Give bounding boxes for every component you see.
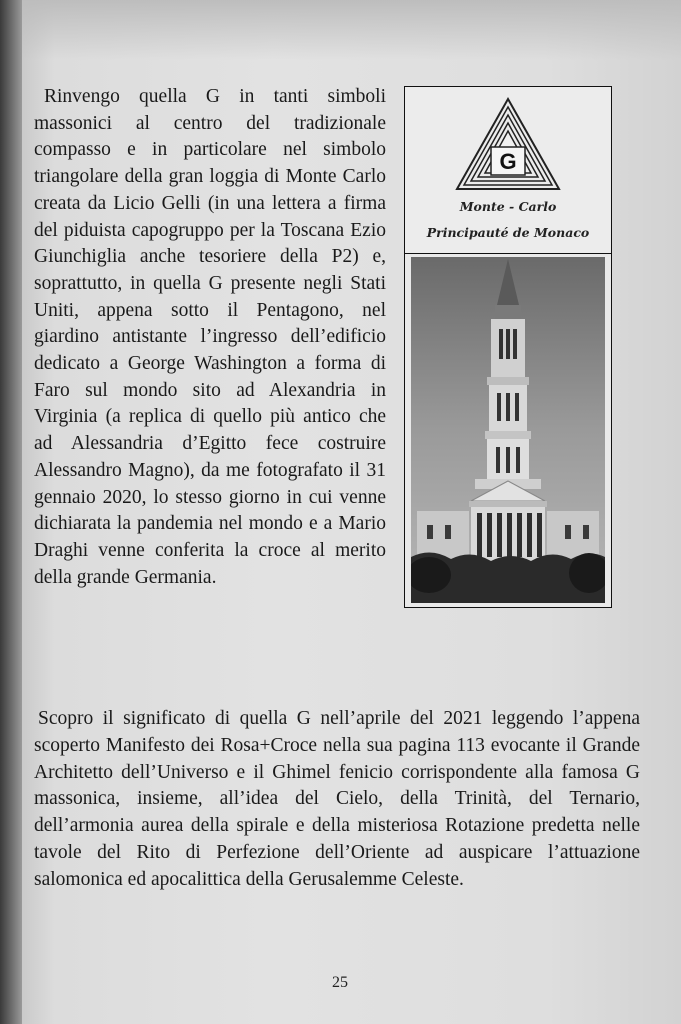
- illustration-figure: [404, 86, 612, 608]
- text-block-2: [34, 706, 640, 894]
- triangle-g-emblem-icon: [453, 95, 563, 193]
- logo-letter: G: [499, 149, 517, 174]
- logo-caption-line-2: Principauté de Monaco: [426, 225, 590, 240]
- monte-carlo-lodge-logo: [405, 87, 611, 254]
- text-column: [34, 84, 386, 591]
- paragraph-2: Scopro il significato di quella G nell’aprile del 2021 leggendo l’appena scoperto Manifesto dei Rosa+Croce nella sua pagina 113 evocante il Grande Architetto dell’Universo e il Ghimel fenicio corrispondente alla famosa G massonica, insieme, all’idea del Cielo, della Trinità, del Ternario, dell’armonia aurea della spirale e della misteriosa Rotazione predetta nelle tavole del Rito di Perfezione dell’Oriente ad auspicare l’attuazione salomonica ed apocalittica della Gerusalemme Celeste.: [34, 708, 640, 890]
- memorial-tower-photo: [411, 257, 605, 603]
- paragraph-1: Rinvengo quella G in tanti simboli massonici al centro del tradizionale compasso e in particolare nel simbolo triangolare della gran loggia di Monte Carlo creata da Licio Gelli (in una lettera a firma del piduista capogruppo per la Toscana Ezio Giunchiglia anche tesoriere della P2) e, soprattutto, in quella G presente negli Stati Uniti, appena sotto il Pentagono, nel giardino antistante l’ingresso dell’edificio dedicato a George Washington a forma di Faro sul mondo sito ad Alexandria in Virginia (a replica di quello più antico che ad Alessandria d’Egitto fece costruire Alessandro Magno), da me fotografato il 31 gennaio 2020, lo stesso giorno in cui venne dichiarata la pandemia nel mondo e a Mario Draghi venne conferita la croce al merito della grande Germania.: [34, 86, 386, 588]
- book-spine-shadow: [0, 0, 22, 1024]
- logo-caption-line-1: Monte - Carlo: [459, 199, 557, 214]
- page-number: 25: [332, 974, 348, 991]
